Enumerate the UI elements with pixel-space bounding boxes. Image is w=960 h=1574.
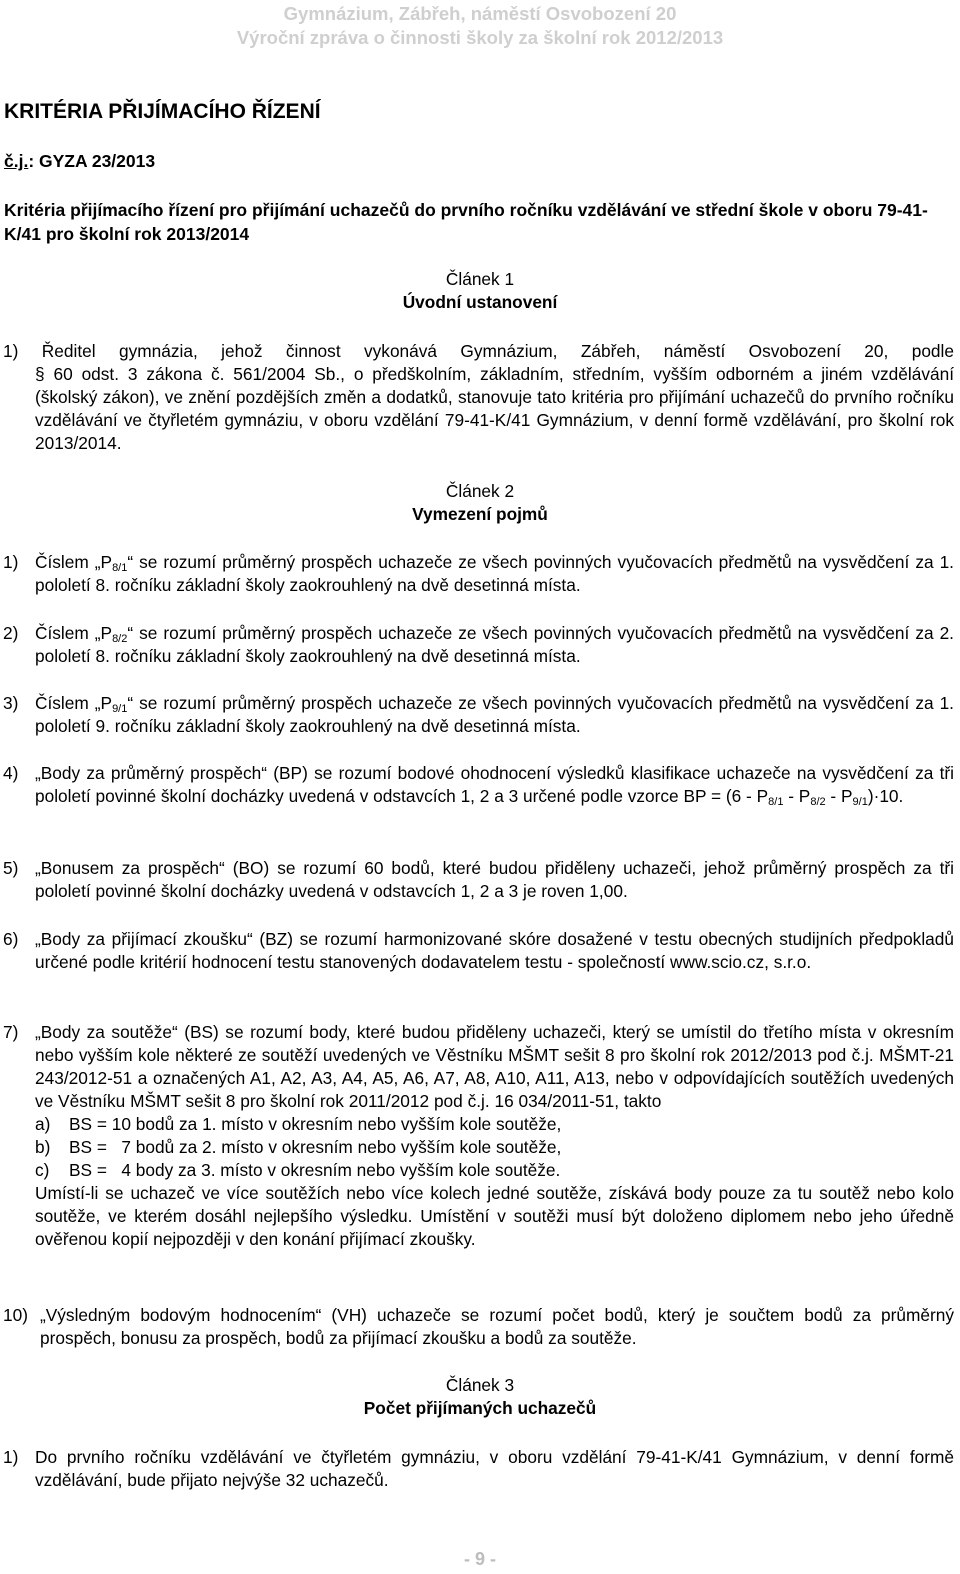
article-2-number: Článek 2	[445, 481, 515, 501]
article-1-first-line	[3, 340, 954, 363]
definition-item-7	[3, 1021, 954, 1251]
article-1-number: Článek 1	[445, 269, 515, 289]
intro-heading: Kritéria přijímacího řízení pro přijímání uchazečů do prvního ročníku vzdělávání ve střední škole v oboru 79-41-K/41 pro školní rok 2013/2014	[4, 200, 928, 244]
reference-prefix: č.j.	[4, 151, 29, 171]
item-body: „Body za soutěže“ (BS) se rozumí body, které budou přiděleny uchazeči, který se umístil do třetího místa v okresním nebo vyšším kole některé ze soutěží uvedených ve Věstníku MŠMT sešit 8 pro školní rok 2012/2013 pod č.j. MŠMT-21 243/2012-51 a označených A1, A2, A3, A4, A5, A6, A7, A8, A10, A11, A13, nebo v odpovídajících soutěžích uvedených ve Věstníku MŠMT sešit 8 pro školní rok 2011/2012 pod č.j. 16 034/2011-51, takto	[35, 1022, 954, 1111]
paragraph-number: 1)	[3, 341, 19, 361]
item-after: Umístí-li se uchazeč ve více soutěžích nebo více kolech jedné soutěže, získává body pouze za tu soutěž nebo kolo soutěže, ve kterém dosáhl nejlepšího výsledku. Umístění v soutěži musí být doloženo diplomem nebo jeho úředně ověřenou kopií nejpozději v den konání přijímací zkoušky.	[35, 1183, 954, 1249]
formula-subscript: 9/1	[852, 796, 868, 808]
item-text	[35, 692, 954, 738]
list-item	[35, 1136, 954, 1159]
list-label: c)	[35, 1160, 50, 1180]
item-subscript: 8/2	[112, 633, 128, 645]
definition-item-6	[3, 928, 954, 974]
definition-item-10	[3, 1304, 954, 1350]
item-number: 10)	[3, 1305, 28, 1325]
article-1-continuation: § 60 odst. 3 zákona č. 561/2004 Sb., o předškolním, základním, středním, vyšším odborném a jiném vzdělávání (školský zákon), ve znění pozdějších změn a dodatků, stanovuje tato kritéria pro přijímání uchazečů do prvního ročníku vzdělávání ve čtyřletém gymnáziu, v oboru vzdělání 79-41-K/41 Gymnázium, v denní formě vzdělávání, pro školní rok 2013/2014.	[35, 364, 954, 453]
formula-subscript: 8/1	[768, 796, 784, 808]
item-text: „Výsledným bodovým hodnocením“ (VH) uchazeče se rozumí počet bodů, který je součtem bodů za průměrný prospěch, bonusu za prospěch, bodů za přijímací zkoušku a bodů za soutěže.	[40, 1305, 954, 1348]
list-text: BS = 4 body za 3. místo v okresním nebo vyšším kole soutěže.	[69, 1160, 561, 1180]
definition-item	[3, 622, 954, 668]
item-text: „Body za přijímací zkoušku“ (BZ) se rozumí harmonizované skóre dosažené v testu obecných studijních předpokladů určené podle kritérií hodnocení testu stanovených dodavatelem testu - společností www.scio.cz, s.r.o.	[35, 929, 954, 972]
definition-item	[3, 551, 954, 597]
item-number: 6)	[3, 929, 19, 949]
item-number: 3)	[3, 693, 19, 713]
item-text: „Bonusem za prospěch“ (BO) se rozumí 60 bodů, které budou přiděleny uchazeči, jehož průměrný prospěch za tři pololetí povinné školní docházky uvedená v odstavcích 1, 2 a 3 je roven 1,00.	[35, 858, 954, 901]
item-subscript: 9/1	[112, 703, 128, 715]
item-subscript: 8/1	[112, 562, 128, 574]
page-title: KRITÉRIA PŘIJÍMACÍHO ŘÍZENÍ	[4, 100, 321, 123]
item-number: 2)	[3, 623, 19, 643]
document-header	[0, 0, 960, 50]
paragraph-text: Ředitel gymnázia, jehož činnost vykonává Gymnázium, Zábřeh, náměstí Osvobození 20, podle	[41, 341, 954, 361]
list-label: a)	[35, 1114, 51, 1134]
item-rest: “ se rozumí průměrný prospěch uchazeče ze všech povinných vyučovacích předmětů na vysvědčení za 2. pololetí 8. ročníku základní školy zaokrouhlený na dvě desetinná místa.	[35, 623, 954, 666]
item-rest: “ se rozumí průměrný prospěch uchazeče ze všech povinných vyučovacích předmětů na vysvědčení za 1. pololetí 9. ročníku základní školy zaokrouhlený na dvě desetinná místa.	[35, 693, 954, 736]
article-1-heading: Úvodní ustanovení	[402, 292, 558, 312]
item-text	[35, 762, 954, 808]
item-number: 4)	[3, 763, 19, 783]
item-text	[35, 1021, 954, 1251]
formula-subscript: 8/2	[810, 796, 826, 808]
item-body: „Body za průměrný prospěch“ (BP) se rozumí bodové ohodnocení výsledků klasifikace uchazeče na vysvědčení za tři pololetí povinné školní docházky uvedená v odstavcích 1, 2 a 3 určené podle vzorce BP = (6 - P	[35, 763, 954, 806]
definition-item-5	[3, 857, 954, 903]
article-3-number: Článek 3	[445, 1375, 515, 1395]
header-school: Gymnázium, Zábřeh, náměstí Osvobození 20	[283, 3, 677, 24]
item-lead: Číslem „P	[35, 693, 113, 713]
definition-item	[3, 692, 954, 738]
reference-value: : GYZA 23/2013	[28, 151, 156, 171]
item-lead: Číslem „P	[35, 623, 113, 643]
item-text	[35, 622, 954, 668]
item-rest: “ se rozumí průměrný prospěch uchazeče ze všech povinných vyučovacích předmětů na vysvědčení za 1. pololetí 8. ročníku základní školy zaokrouhlený na dvě desetinná místa.	[35, 552, 954, 595]
formula-part: - P	[783, 786, 811, 806]
item-number: 5)	[3, 858, 19, 878]
paragraph-number: 1)	[3, 1447, 19, 1467]
article-3-heading: Počet přijímaných uchazečů	[363, 1398, 597, 1418]
paragraph-text: Do prvního ročníku vzdělávání ve čtyřletém gymnáziu, v oboru vzdělání 79-41-K/41 Gymnázium, v denní formě vzdělávání, bude přijato nejvýše 32 uchazečů.	[35, 1447, 954, 1490]
list-text: BS = 7 bodů za 2. místo v okresním nebo vyšším kole soutěže,	[69, 1137, 562, 1157]
item-lead: Číslem „P	[35, 552, 113, 572]
formula-end: )·10.	[867, 786, 904, 806]
article-3-paragraph-1	[3, 1446, 954, 1492]
list-label: b)	[35, 1137, 51, 1157]
formula-part: - P	[825, 786, 853, 806]
item-text	[35, 551, 954, 597]
item-number: 7)	[3, 1022, 19, 1042]
list-item	[35, 1159, 954, 1182]
reference-number	[4, 150, 155, 173]
header-report: Výroční zpráva o činnosti školy za školní rok 2012/2013	[236, 27, 724, 48]
article-1-paragraph-1	[3, 340, 954, 455]
item-number: 1)	[3, 552, 19, 572]
definition-item-4	[3, 762, 954, 808]
list-text: BS = 10 bodů za 1. místo v okresním nebo vyšším kole soutěže,	[69, 1114, 562, 1134]
page-number: - 9 -	[463, 1549, 496, 1569]
list-item	[35, 1113, 954, 1136]
article-2-heading: Vymezení pojmů	[412, 504, 548, 524]
